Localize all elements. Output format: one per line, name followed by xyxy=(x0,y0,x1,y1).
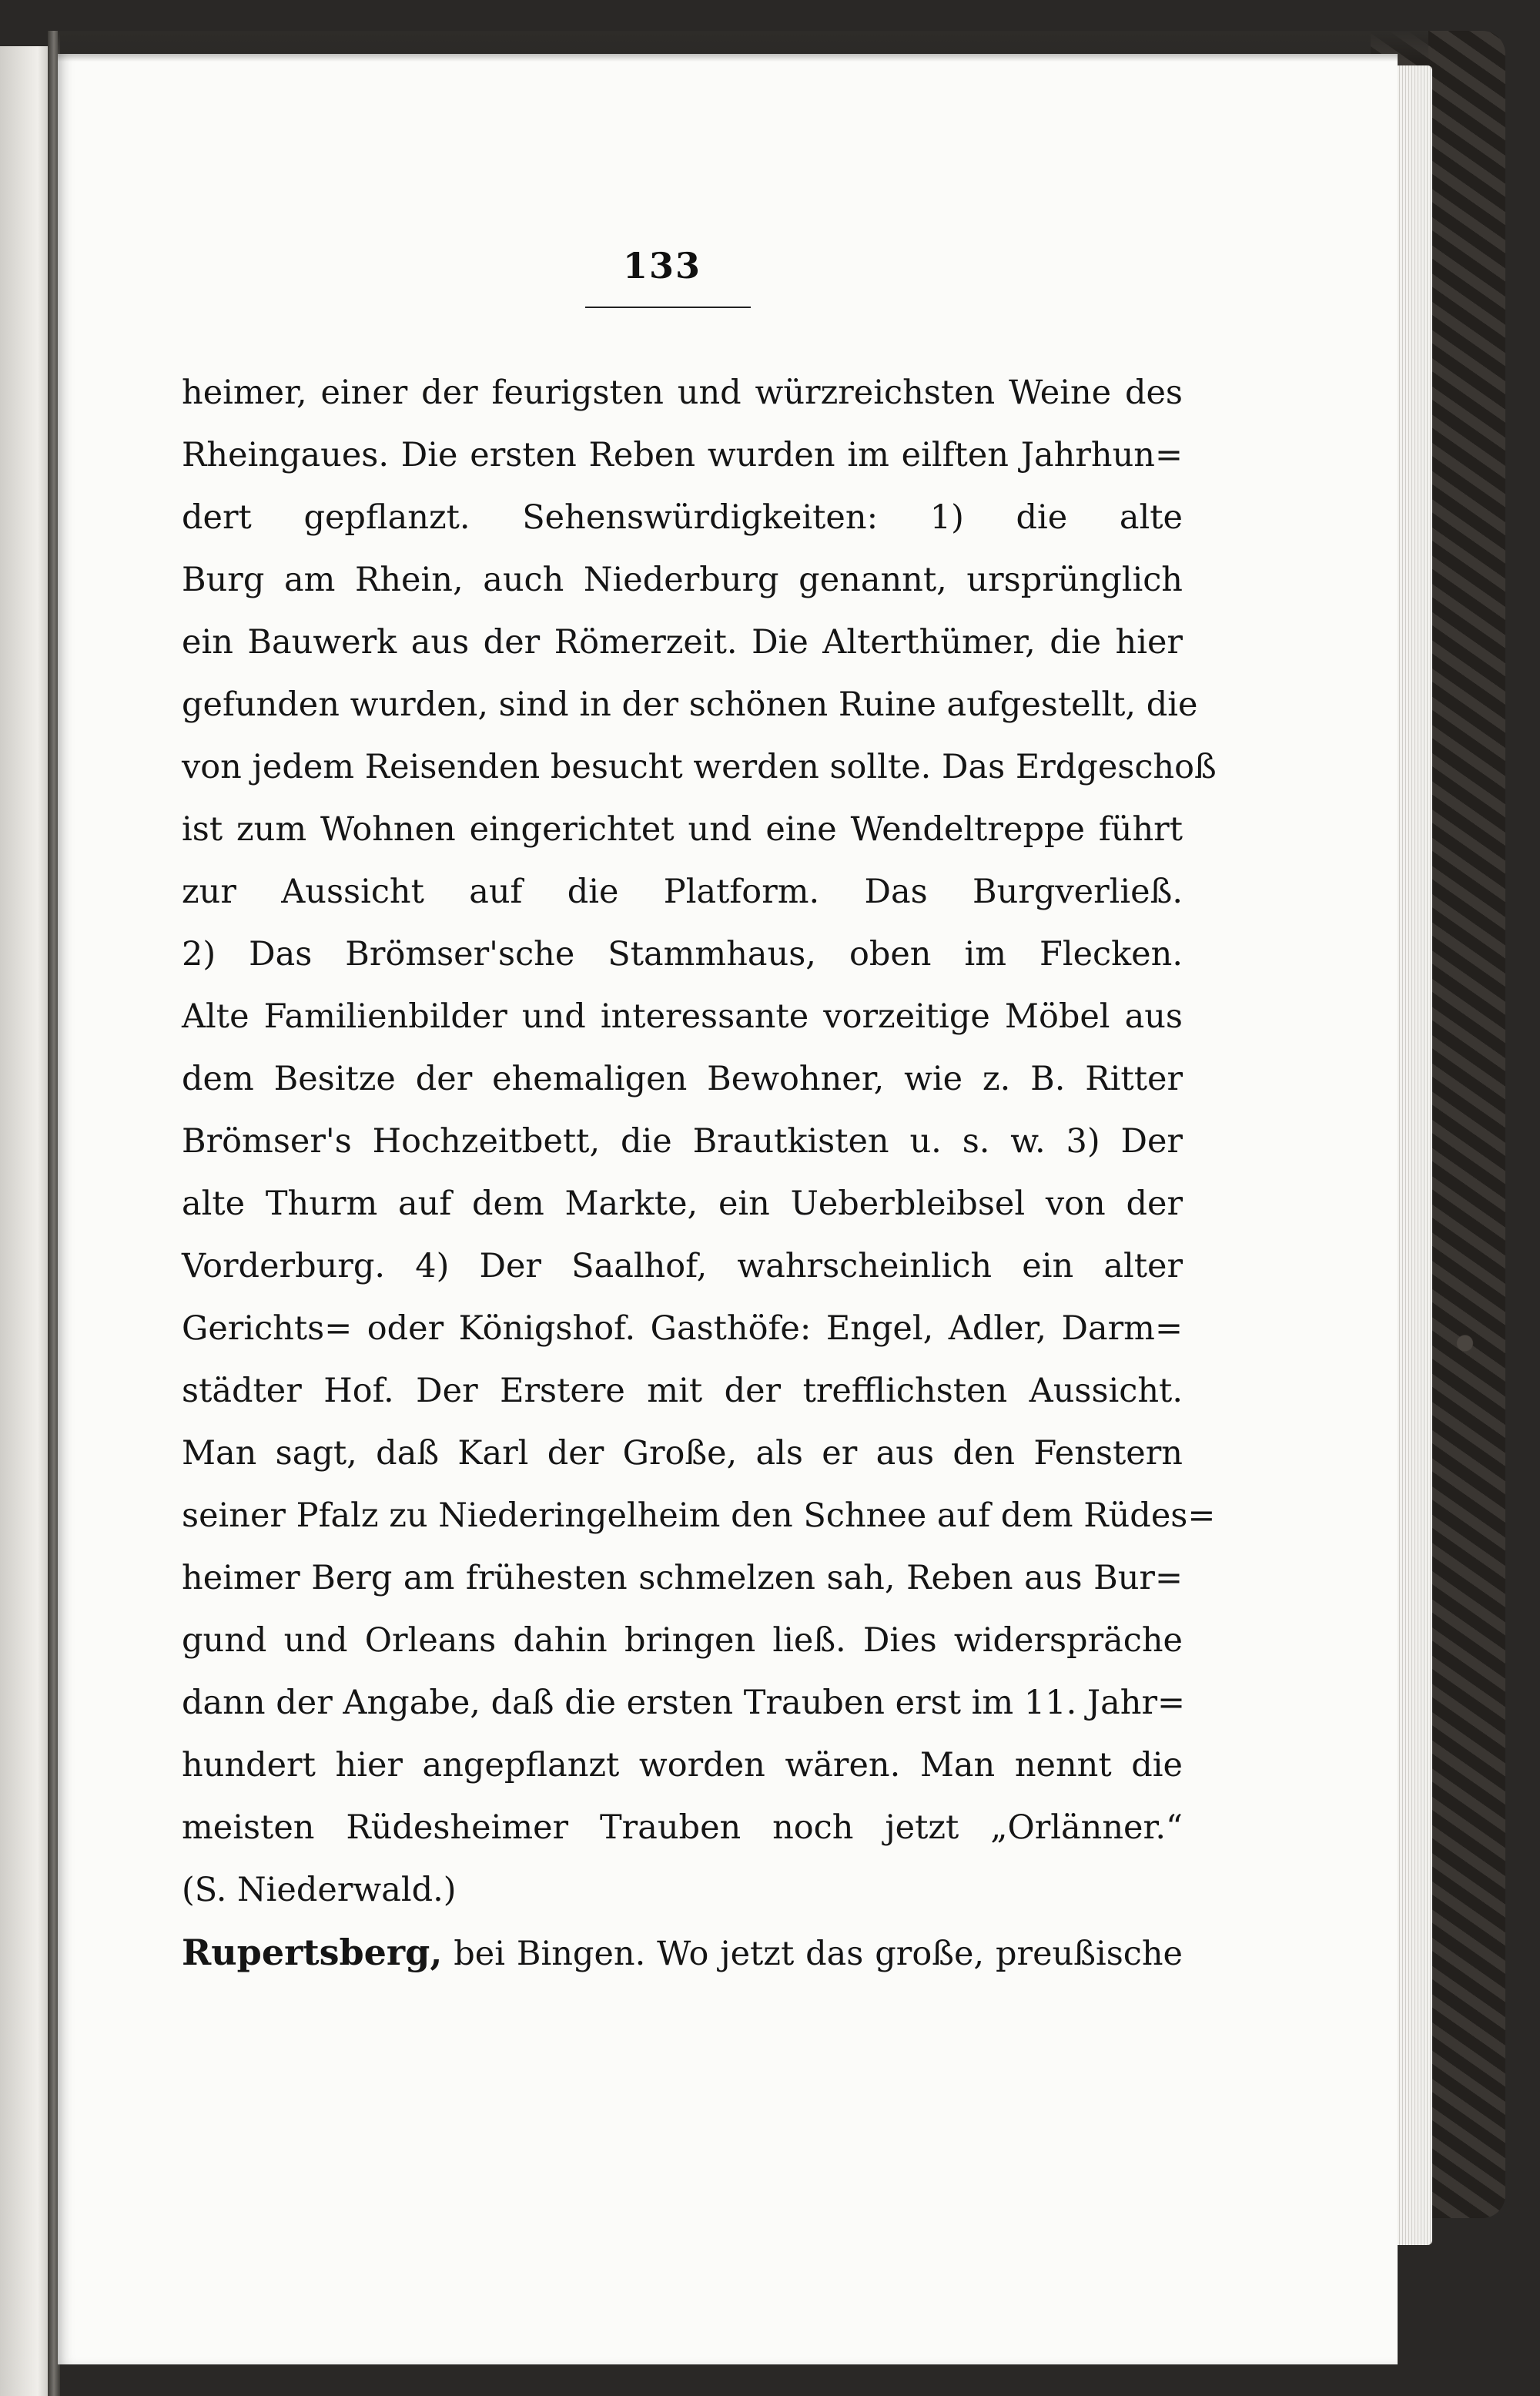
text-line: von jedem Reisenden besucht werden sollte. Das Erdgeschoß xyxy=(182,748,1217,786)
text-line: Rheingaues. Die ersten Reben wurden im eilften Jahrhun= xyxy=(182,436,1183,474)
text-line: heimer Berg am frühesten schmelzen sah, Reben aus Bur= xyxy=(182,1559,1183,1597)
text-line: dann der Angabe, daß die ersten Trauben erst im 11. Jahr= xyxy=(182,1684,1186,1722)
text-line: gund und Orleans dahin bringen ließ. Dies widerspräche xyxy=(182,1621,1183,1660)
top-shadow xyxy=(58,31,1428,62)
text-line: dert gepflanzt. Sehenswürdigkeiten: 1) die alte xyxy=(182,498,1183,537)
text-line: Alte Familienbilder und interessante vorzeitige Möbel aus xyxy=(182,997,1183,1036)
text-line: Burg am Rhein, auch Niederburg genannt, ursprünglich xyxy=(182,561,1183,599)
entry-line xyxy=(182,1922,1183,1984)
text-line: ein Bauwerk aus der Römerzeit. Die Alterthümer, die hier xyxy=(182,623,1183,662)
text-line: zur Aussicht auf die Platform. Das Burgverließ. xyxy=(182,873,1183,911)
text-line: Man sagt, daß Karl der Große, als er aus den Fenstern xyxy=(182,1434,1183,1473)
text-line: heimer, einer der feurigsten und würzreichsten Weine des xyxy=(182,374,1183,412)
facing-page-edge xyxy=(0,46,54,2396)
text-line: 2) Das Brömser'sche Stammhaus, oben im Flecken. xyxy=(182,935,1183,973)
text-line: alte Thurm auf dem Markte, ein Ueberbleibsel von der xyxy=(182,1185,1183,1223)
text-line: städter Hof. Der Erstere mit der trefflichsten Aussicht. xyxy=(182,1372,1183,1410)
header-rule xyxy=(585,307,751,308)
entry-headword: Rupertsberg, xyxy=(182,1932,443,1973)
text-line: Brömser's Hochzeitbett, die Brautkisten u. s. w. 3) Der xyxy=(182,1122,1183,1161)
text-line: (S. Niederwald.) xyxy=(182,1871,457,1909)
text-line: hundert hier angepflanzt worden wären. Man nennt die xyxy=(182,1746,1183,1784)
text-line: seiner Pfalz zu Niederingelheim den Schnee auf dem Rüdes= xyxy=(182,1496,1216,1535)
text-line: meisten Rüdesheimer Trauben noch jetzt „Orlänner.“ xyxy=(182,1808,1183,1847)
text-line: gefunden wurden, sind in der schönen Ruine aufgestellt, die xyxy=(182,685,1198,724)
page-number: 133 xyxy=(622,245,702,287)
body-text xyxy=(182,362,1217,1984)
text-line: Gerichts= oder Königshof. Gasthöfe: Engel, Adler, Darm= xyxy=(182,1309,1183,1348)
text-line: ist zum Wohnen eingerichtet und eine Wendeltreppe führt xyxy=(182,810,1183,849)
text-line: Vorderburg. 4) Der Saalhof, wahrscheinlich ein alter xyxy=(182,1247,1183,1285)
text-line: dem Besitze der ehemaligen Bewohner, wie z. B. Ritter xyxy=(182,1060,1183,1098)
entry-text: bei Bingen. Wo jetzt das große, preußische xyxy=(442,1935,1183,1973)
